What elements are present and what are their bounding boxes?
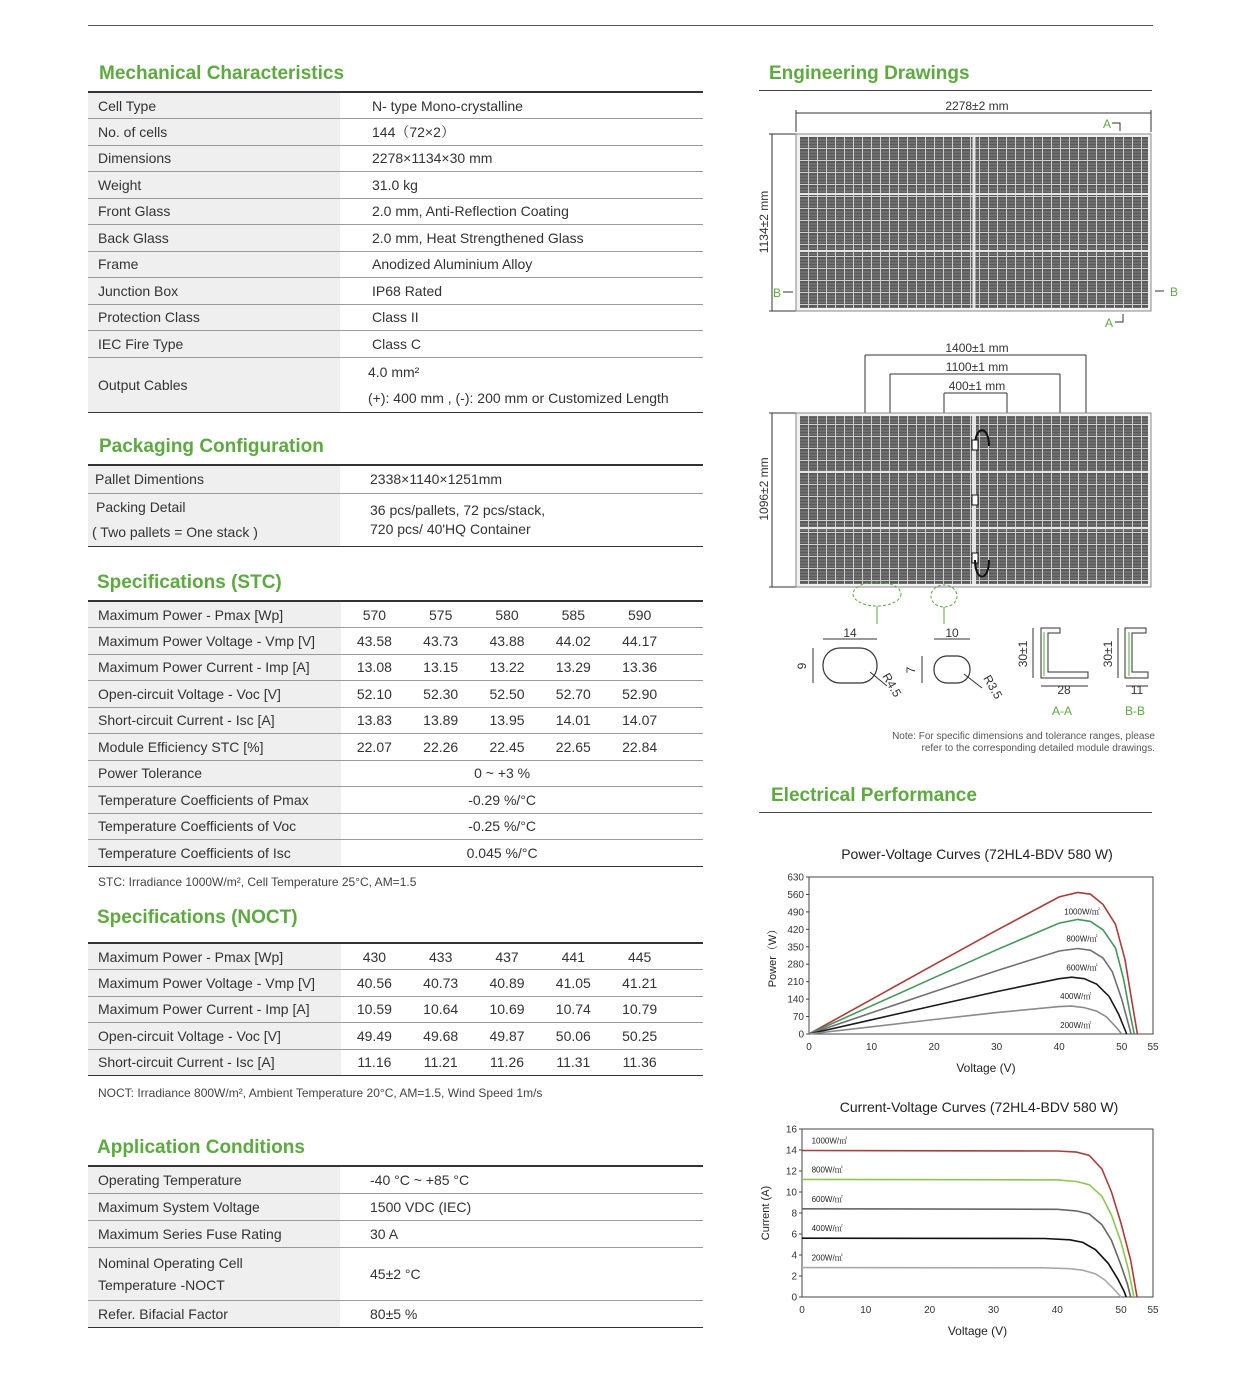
row-value: 441 (540, 943, 606, 970)
row-value: 11.31 (540, 1049, 606, 1076)
row-label: Refer. Bifacial Factor (88, 1300, 340, 1327)
chart-title: Power-Voltage Curves (72HL4-BDV 580 W) (841, 846, 1113, 862)
row-value: 10.64 (408, 996, 474, 1023)
row-value: Anodized Aluminium Alloy (340, 251, 703, 278)
row-value: 41.21 (606, 970, 672, 997)
row-value: 31.0 kg (340, 172, 703, 199)
hole2-radius: R3.5 (980, 672, 1006, 702)
front-width-label: 2278±2 mm (945, 99, 1009, 113)
power-voltage-chart (750, 840, 1170, 1085)
row-value: 585 (540, 601, 606, 628)
x-tick-label: 40 (1051, 1305, 1063, 1316)
row-value: 13.83 (341, 707, 407, 734)
table-row (88, 145, 703, 172)
row-value: -0.25 %/°C (341, 813, 703, 840)
table-row (88, 787, 703, 814)
row-value: Class C (340, 331, 703, 358)
row-label: Maximum Series Fuse Rating (88, 1220, 340, 1247)
row-value: 52.50 (474, 681, 540, 708)
x-tick-label: 50 (1115, 1305, 1127, 1316)
row-value: 22.65 (540, 734, 606, 761)
row-value: 52.10 (341, 681, 407, 708)
y-tick-label: 6 (791, 1229, 797, 1241)
table-row (88, 734, 703, 761)
row-spacer (673, 1023, 703, 1050)
x-tick-label: 10 (865, 1042, 878, 1053)
y-tick-label: 12 (785, 1166, 797, 1178)
table-row (88, 493, 703, 546)
section-bb-height: 30±1 (1101, 640, 1115, 668)
row-value: 11.21 (408, 1049, 474, 1076)
table-row (88, 943, 703, 970)
row-value: 52.70 (540, 681, 606, 708)
x-tick-label: 10 (860, 1305, 872, 1316)
hole1-height: 9 (795, 662, 809, 670)
table-row (88, 840, 703, 867)
table-row (88, 1300, 703, 1327)
row-value: 13.36 (606, 654, 672, 681)
drawing-note-line2: refer to the corresponding detailed module drawings. (921, 743, 1155, 754)
row-value: IP68 Rated (340, 278, 703, 305)
row-value: 49.49 (341, 1023, 407, 1050)
hole1-width: 14 (843, 626, 857, 640)
row-label: Maximum Power Voltage - Vmp [V] (88, 628, 341, 655)
x-tick-label: 30 (991, 1042, 1003, 1053)
packing-value (340, 493, 703, 546)
y-tick-label: 0 (791, 1292, 797, 1304)
section-aa-height: 30±1 (1016, 640, 1030, 668)
row-label: Junction Box (88, 278, 340, 305)
y-tick-label: 0 (798, 1029, 804, 1041)
pallet-label: Pallet Dimentions (88, 465, 340, 493)
packaging-title: Packaging Configuration (99, 436, 324, 457)
row-value: -40 °C ~ +85 °C (340, 1166, 703, 1193)
row-value: N- type Mono-crystalline (340, 92, 703, 119)
back-height-label: 1096±2 mm (757, 457, 771, 521)
electrical-title: Electrical Performance (771, 785, 977, 806)
row-value: 10.79 (606, 996, 672, 1023)
row-value: 40.73 (408, 970, 474, 997)
row-value: 22.07 (341, 734, 407, 761)
table-row (88, 198, 703, 225)
row-label: Temperature Coefficients of Pmax (88, 787, 341, 814)
y-tick-label: 630 (787, 872, 804, 884)
row-label: Temperature Coefficients of Voc (88, 813, 341, 840)
table-row (88, 996, 703, 1023)
y-tick-label: 280 (787, 959, 804, 971)
back-dim-400: 400±1 mm (948, 379, 1006, 393)
mechanical-title: Mechanical Characteristics (99, 63, 345, 84)
row-spacer (673, 601, 703, 628)
series-label-3: 400W/㎡ (1060, 992, 1092, 1002)
y-tick-label: 8 (791, 1208, 797, 1220)
row-value: 45±2 °C (340, 1247, 703, 1300)
series-label-2: 600W/㎡ (1066, 963, 1098, 973)
section-bb-profile (1125, 628, 1148, 678)
series-label-1: 800W/㎡ (811, 1165, 843, 1175)
table-row (88, 92, 703, 119)
drawings-rule (759, 90, 1152, 91)
y-tick-label: 560 (787, 889, 804, 901)
chart-title: Current-Voltage Curves (72HL4-BDV 580 W) (839, 1099, 1119, 1115)
section-b-right-label: B (1170, 285, 1179, 299)
row-value: 50.25 (606, 1023, 672, 1050)
section-bb-label: B-B (1124, 704, 1146, 718)
y-tick-label: 490 (787, 907, 804, 919)
row-label: Protection Class (88, 304, 340, 331)
x-tick-label: 0 (806, 1042, 812, 1053)
x-tick-label: 55 (1147, 1042, 1159, 1053)
row-label: Front Glass (88, 198, 340, 225)
section-aa-label: A-A (1051, 704, 1073, 718)
x-axis-label: Voltage (V) (947, 1324, 1008, 1338)
row-label: Maximum System Voltage (88, 1193, 340, 1220)
row-label: Back Glass (88, 225, 340, 252)
table-row (88, 304, 703, 331)
row-value: Class II (340, 304, 703, 331)
row-value: 13.15 (408, 654, 474, 681)
x-tick-label: 20 (928, 1042, 940, 1053)
row-value: 0 ~ +3 % (341, 760, 703, 787)
row-value: 40.89 (474, 970, 540, 997)
y-axis-label: Current (A) (760, 1185, 772, 1241)
row-label: Nominal Operating Cell Temperature -NOCT (88, 1247, 340, 1300)
series-label-4: 200W/㎡ (1060, 1021, 1092, 1031)
row-spacer (673, 707, 703, 734)
series-label-0: 1000W/㎡ (1064, 907, 1100, 917)
series-label-0: 1000W/㎡ (811, 1136, 848, 1146)
pallet-value: 2338×1140×1251mm (340, 465, 703, 493)
plot-area (802, 1129, 1153, 1297)
row-value: 580 (474, 601, 540, 628)
y-tick-label: 2 (791, 1271, 797, 1283)
electrical-rule (759, 812, 1152, 813)
row-value: 14.01 (540, 707, 606, 734)
y-tick-label: 140 (787, 994, 804, 1006)
row-label: Maximum Power Current - Imp [A] (88, 654, 341, 681)
table-row (88, 465, 703, 493)
x-tick-label: 55 (1147, 1305, 1159, 1316)
y-tick-label: 14 (785, 1145, 797, 1157)
row-value: 10.69 (474, 996, 540, 1023)
back-dim-1400: 1400±1 mm (945, 341, 1009, 355)
row-spacer (673, 681, 703, 708)
row-label: IEC Fire Type (88, 331, 340, 358)
row-value: 11.26 (474, 1049, 540, 1076)
section-aa-profile (1041, 628, 1088, 678)
row-value: 14.07 (606, 707, 672, 734)
row-label: Dimensions (88, 145, 340, 172)
top-rule (88, 25, 1153, 26)
x-tick-label: 30 (987, 1305, 1000, 1316)
row-value: 10.74 (540, 996, 606, 1023)
row-spacer (673, 628, 703, 655)
x-tick-label: 0 (799, 1305, 805, 1316)
table-row (88, 970, 703, 997)
row-label: Weight (88, 172, 340, 199)
table-row (88, 1193, 703, 1220)
series-label-3: 400W/㎡ (811, 1224, 843, 1234)
row-value: 22.26 (408, 734, 474, 761)
table-row (88, 278, 703, 305)
packing-value-line1: 36 pcs/pallets, 72 pcs/stack, (370, 501, 546, 518)
mechanical-table (88, 91, 703, 413)
table-row (88, 654, 703, 681)
row-value: 430 (341, 943, 407, 970)
section-aa-width: 28 (1057, 683, 1071, 697)
series-label-4: 200W/㎡ (811, 1253, 843, 1263)
packaging-table (88, 464, 703, 547)
series-label-2: 600W/㎡ (811, 1194, 843, 1204)
row-label: Module Efficiency STC [%] (88, 734, 341, 761)
row-value: 22.84 (606, 734, 672, 761)
y-tick-label: 4 (791, 1250, 797, 1262)
row-value: 2278×1134×30 mm (340, 145, 703, 172)
table-row (88, 225, 703, 252)
noct-title: Specifications (NOCT) (97, 907, 298, 928)
row-value: 43.58 (341, 628, 407, 655)
table-row (88, 172, 703, 199)
row-label: Frame (88, 251, 340, 278)
noct-note: NOCT: Irradiance 800W/m², Ambient Temperature 20°C, AM=1.5, Wind Speed 1m/s (98, 1086, 543, 1100)
row-value: 1500 VDC (IEC) (340, 1193, 703, 1220)
hole2-width: 10 (945, 626, 959, 640)
row-value: 13.89 (408, 707, 474, 734)
packing-value-line2: 720 pcs/ 40'HQ Container (370, 520, 531, 537)
table-row (88, 628, 703, 655)
hole2-slot (934, 656, 970, 683)
row-label: Maximum Power Current - Imp [A] (88, 996, 341, 1023)
row-value: 570 (341, 601, 407, 628)
x-axis-label: Voltage (V) (956, 1061, 1016, 1075)
row-value: 40.56 (341, 970, 407, 997)
row-label: Short-circuit Current - Isc [A] (88, 707, 341, 734)
output-cables-line2: (+): 400 mm , (-): 200 mm or Customized Length (368, 389, 669, 406)
table-row (88, 119, 703, 146)
row-value: 0.045 %/°C (341, 840, 703, 867)
x-tick-label: 50 (1116, 1042, 1128, 1053)
table-row (88, 1049, 703, 1076)
hole2-height: 7 (904, 666, 918, 674)
stc-note: STC: Irradiance 1000W/m², Cell Temperature 25°C, AM=1.5 (98, 875, 417, 889)
stc-title: Specifications (STC) (97, 572, 282, 593)
table-row (88, 1166, 703, 1193)
row-value: 49.68 (408, 1023, 474, 1050)
drawing-note (892, 731, 1155, 755)
section-bb-width: 11 (1130, 683, 1144, 697)
current-voltage-chart (750, 1093, 1170, 1348)
row-value: 22.45 (474, 734, 540, 761)
output-cables-value (340, 357, 703, 412)
row-value: 13.29 (540, 654, 606, 681)
output-cables-label: Output Cables (88, 357, 340, 412)
row-value: 41.05 (540, 970, 606, 997)
table-row (88, 681, 703, 708)
front-height-label: 1134±2 mm (757, 190, 771, 254)
row-label: Short-circuit Current - Isc [A] (88, 1049, 341, 1076)
junction-box-top (972, 440, 978, 450)
hole1-radius: R4.5 (879, 670, 905, 700)
row-value: 2.0 mm, Heat Strengthened Glass (340, 225, 703, 252)
row-spacer (673, 996, 703, 1023)
drawings-title: Engineering Drawings (769, 63, 970, 84)
row-value: 43.88 (474, 628, 540, 655)
y-tick-label: 10 (785, 1187, 797, 1199)
row-value: 590 (606, 601, 672, 628)
row-label: Maximum Power Voltage - Vmp [V] (88, 970, 341, 997)
back-dim-1100: 1100±1 mm (945, 360, 1009, 374)
row-spacer (673, 1049, 703, 1076)
row-value: 43.73 (408, 628, 474, 655)
junction-box-middle (972, 495, 978, 505)
row-label: Cell Type (88, 92, 340, 119)
row-spacer (673, 970, 703, 997)
row-value: 433 (408, 943, 474, 970)
hole1-slot (823, 648, 877, 683)
y-tick-label: 16 (785, 1124, 797, 1136)
table-row (88, 1023, 703, 1050)
row-label: Maximum Power - Pmax [Wp] (88, 943, 341, 970)
row-label: Temperature Coefficients of Isc (88, 840, 341, 867)
y-tick-label: 210 (787, 977, 804, 989)
row-label: Operating Temperature (88, 1166, 340, 1193)
packing-label-line2: ( Two pallets = One stack ) (92, 523, 258, 540)
row-value: 144（72×2） (340, 119, 703, 146)
row-value: 49.87 (474, 1023, 540, 1050)
table-row (88, 331, 703, 358)
row-label: Open-circuit Voltage - Voc [V] (88, 1023, 341, 1050)
series-label-1: 800W/㎡ (1066, 934, 1098, 944)
section-a-top-label: A (1103, 117, 1112, 131)
row-label: Power Tolerance (88, 760, 341, 787)
row-value: 52.90 (606, 681, 672, 708)
row-value: 11.16 (341, 1049, 407, 1076)
row-value: 13.22 (474, 654, 540, 681)
table-row (88, 251, 703, 278)
section-b-left-label: B (773, 286, 782, 300)
row-label: Maximum Power - Pmax [Wp] (88, 601, 341, 628)
table-row (88, 813, 703, 840)
table-row (88, 1220, 703, 1247)
row-value: 13.08 (341, 654, 407, 681)
row-value: 30 A (340, 1220, 703, 1247)
y-tick-label: 350 (787, 942, 804, 954)
table-row (88, 1247, 703, 1300)
y-axis-label: Power（W） (767, 923, 779, 988)
row-value: 50.06 (540, 1023, 606, 1050)
row-value: 52.30 (408, 681, 474, 708)
row-value: 10.59 (341, 996, 407, 1023)
row-value: 80±5 % (340, 1300, 703, 1327)
drawing-note-line1: Note: For specific dimensions and tolerance ranges, please (892, 731, 1155, 742)
x-tick-label: 20 (924, 1305, 936, 1316)
table-row (88, 760, 703, 787)
row-value: 13.95 (474, 707, 540, 734)
row-spacer (673, 734, 703, 761)
row-value: 44.02 (540, 628, 606, 655)
packing-label (88, 493, 340, 546)
application-title: Application Conditions (97, 1137, 305, 1158)
packing-label-line1: Packing Detail (96, 498, 186, 515)
row-label: Open-circuit Voltage - Voc [V] (88, 681, 341, 708)
engineering-drawing (740, 92, 1180, 762)
application-table (88, 1165, 703, 1328)
y-tick-label: 70 (792, 1012, 804, 1024)
row-spacer (673, 654, 703, 681)
output-cables-line1: 4.0 mm² (368, 363, 420, 380)
table-row (88, 357, 703, 412)
table-row (88, 601, 703, 628)
row-value: 445 (606, 943, 672, 970)
row-value: 44.17 (606, 628, 672, 655)
row-value: 11.36 (606, 1049, 672, 1076)
section-a-bottom-label: A (1105, 316, 1114, 330)
row-value: -0.29 %/°C (341, 787, 703, 814)
table-row (88, 707, 703, 734)
row-value: 437 (474, 943, 540, 970)
noct-table (88, 942, 703, 1076)
stc-table (88, 600, 703, 867)
x-tick-label: 40 (1053, 1042, 1065, 1053)
row-label: No. of cells (88, 119, 340, 146)
row-value: 2.0 mm, Anti-Reflection Coating (340, 198, 703, 225)
detail-circle-2 (931, 585, 957, 607)
row-value: 575 (408, 601, 474, 628)
y-tick-label: 420 (787, 924, 804, 936)
row-spacer (673, 943, 703, 970)
